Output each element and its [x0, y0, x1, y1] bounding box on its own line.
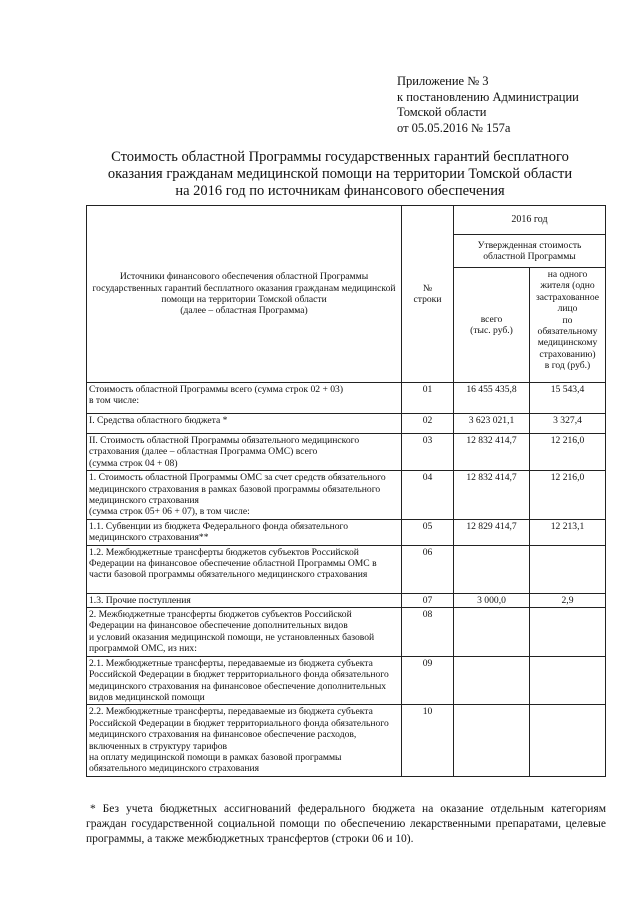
table-row	[87, 519, 606, 545]
row-total: 16 455 435,8	[454, 383, 530, 414]
row-per-capita: 15 543,4	[530, 383, 606, 414]
row-per-capita: 2,9	[530, 593, 606, 607]
row-name: 2.1. Межбюджетные трансферты, передаваемые из бюджета субъекта Российской Федерации в бюджет территориального фонда обязательного медицинского страхования на финансовое обеспечение дополнительных видов медицинской помощи	[87, 656, 402, 705]
row-total	[454, 608, 530, 657]
row-name: II. Стоимость областной Программы обязательного медицинского страхования (далее – областная Программа ОМС) всего (сумма строк 04 + 08)	[87, 434, 402, 471]
row-number: 06	[402, 545, 454, 593]
row-number: 10	[402, 705, 454, 777]
appendix-header	[397, 74, 579, 136]
row-per-capita	[530, 705, 606, 777]
row-name: 1.2. Межбюджетные трансферты бюджетов субъектов Российской Федерации на финансовое обеспечение областной Программы ОМС в части базовой программы обязательного медицинского страхования	[87, 545, 402, 593]
row-total: 3 623 021,1	[454, 414, 530, 434]
row-total	[454, 545, 530, 593]
row-name: 1.3. Прочие поступления	[87, 593, 402, 607]
row-number: 01	[402, 383, 454, 414]
table-body	[87, 383, 606, 777]
table-row	[87, 593, 606, 607]
row-total: 12 832 414,7	[454, 434, 530, 471]
header-row-number: № строки	[402, 206, 454, 383]
header-source: Источники финансового обеспечения областной Программы государственных гарантий бесплатного оказания гражданам медицинской помощи на территории Томской области (далее – областная Программа)	[87, 206, 402, 383]
row-number: 07	[402, 593, 454, 607]
cost-table	[86, 205, 606, 777]
row-per-capita	[530, 656, 606, 705]
header-per-capita: на одного жителя (одно застрахованное лицо по обязательному медицинскому страхованию) в год (руб.)	[530, 268, 606, 383]
title-line: Стоимость областной Программы государственных гарантий бесплатного	[111, 149, 569, 165]
row-total: 3 000,0	[454, 593, 530, 607]
document-title	[80, 149, 600, 200]
table-row	[87, 471, 606, 520]
row-number: 08	[402, 608, 454, 657]
row-total: 12 832 414,7	[454, 471, 530, 520]
title-line: оказания гражданам медицинской помощи на территории Томской области	[107, 166, 573, 182]
row-total	[454, 705, 530, 777]
appendix-line: от 05.05.2016 № 157а	[397, 120, 511, 135]
header-approved-cost: Утвержденная стоимость областной Программы	[454, 235, 606, 268]
row-name: Стоимость областной Программы всего (сумма строк 02 + 03) в том числе:	[87, 383, 402, 414]
table-row	[87, 705, 606, 777]
footnote: * Без учета бюджетных ассигнований федерального бюджета на оказание отдельным категориям граждан государственной социальной помощи по обеспечению лекарственными препаратами, целевые программы, а также межбюджетных трансфертов (строки 06 и 10).	[86, 803, 606, 845]
appendix-line: Томской области	[397, 105, 487, 119]
header-year: 2016 год	[454, 206, 606, 235]
header-total: всего (тыс. руб.)	[454, 268, 530, 383]
table-row	[87, 414, 606, 434]
table-row	[87, 383, 606, 414]
table-row	[87, 656, 606, 705]
row-number: 09	[402, 656, 454, 705]
row-number: 04	[402, 471, 454, 520]
appendix-line: к постановлению Администрации	[397, 89, 579, 104]
row-number: 02	[402, 414, 454, 434]
row-name: 2.2. Межбюджетные трансферты, передаваемые из бюджета субъекта Российской Федерации в бюджет территориального фонда обязательного медицинского страхования на финансовое обеспечение расходов, включенных в структуру тарифов на оплату медицинской помощи в рамках базовой программы обязательного медицинского страхования	[87, 705, 402, 777]
row-per-capita	[530, 608, 606, 657]
row-name: 1.1. Субвенции из бюджета Федерального фонда обязательного медицинского страхования**	[87, 519, 402, 545]
row-per-capita: 12 216,0	[530, 471, 606, 520]
row-number: 03	[402, 434, 454, 471]
row-per-capita: 12 216,0	[530, 434, 606, 471]
row-total	[454, 656, 530, 705]
row-number: 05	[402, 519, 454, 545]
title-line: на 2016 год по источникам финансового обеспечения	[175, 183, 505, 199]
row-per-capita	[530, 545, 606, 593]
table-row	[87, 608, 606, 657]
table-row	[87, 545, 606, 593]
appendix-line: Приложение № 3	[397, 74, 489, 88]
row-total: 12 829 414,7	[454, 519, 530, 545]
row-per-capita: 3 327,4	[530, 414, 606, 434]
row-name: I. Средства областного бюджета *	[87, 414, 402, 434]
row-per-capita: 12 213,1	[530, 519, 606, 545]
row-name: 2. Межбюджетные трансферты бюджетов субъектов Российской Федерации на финансовое обеспечение дополнительных видов и условий оказания медицинской помощи, не установленных базовой программой ОМС, из них:	[87, 608, 402, 657]
row-name: 1. Стоимость областной Программы ОМС за счет средств обязательного медицинского страхования в рамках базовой программы обязательного медицинского страхования (сумма строк 05+ 06 + 07), в том числе:	[87, 471, 402, 520]
table-row	[87, 434, 606, 471]
